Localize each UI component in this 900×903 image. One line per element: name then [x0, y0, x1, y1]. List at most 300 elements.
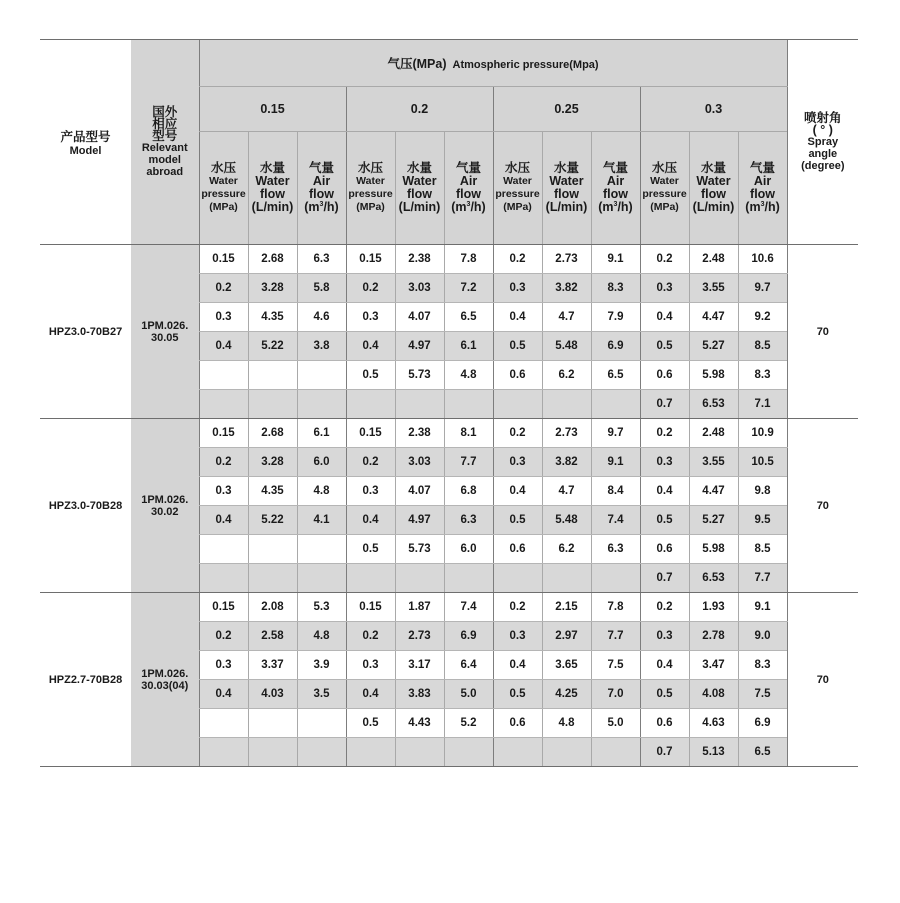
value-cell: 6.3 — [444, 506, 493, 535]
value-cell: 5.0 — [591, 709, 640, 738]
value-cell: 2.73 — [542, 245, 591, 274]
water-pressure-header-en: (MPa) — [650, 201, 679, 213]
value-cell: 7.5 — [738, 680, 787, 709]
value-cell: 8.4 — [591, 477, 640, 506]
value-cell: 2.38 — [395, 245, 444, 274]
relevant-header-cn-3: 型号 — [152, 129, 178, 143]
water-flow-header-en: Water — [402, 174, 437, 188]
value-cell: 6.5 — [591, 361, 640, 390]
value-cell — [444, 738, 493, 767]
value-cell: 3.37 — [248, 651, 297, 680]
value-cell: 4.47 — [689, 477, 738, 506]
value-cell: 7.1 — [738, 390, 787, 419]
air-flow-header-en: Air — [312, 174, 331, 188]
water-flow-header-en: Water — [549, 174, 584, 188]
value-cell: 3.65 — [542, 651, 591, 680]
value-cell: 2.73 — [395, 622, 444, 651]
value-cell: 0.3 — [346, 303, 395, 332]
value-cell: 6.9 — [738, 709, 787, 738]
value-cell: 2.48 — [689, 245, 738, 274]
relevant-model-line: 1PM.026. — [141, 319, 189, 332]
water-flow-header-cn: 水量 — [406, 161, 432, 175]
water-flow-header-en: flow — [260, 187, 285, 201]
water-pressure-header-cn: 水压 — [210, 161, 236, 175]
pressure-group-header: 0.25 — [493, 87, 640, 132]
value-cell: 0.4 — [199, 506, 248, 535]
value-cell: 5.3 — [297, 593, 346, 622]
value-cell: 6.1 — [444, 332, 493, 361]
value-cell — [493, 390, 542, 419]
water-flow-header-en: Water — [696, 174, 731, 188]
value-cell: 4.8 — [297, 622, 346, 651]
value-cell: 8.1 — [444, 419, 493, 448]
value-cell: 7.5 — [591, 651, 640, 680]
value-cell: 7.4 — [591, 506, 640, 535]
water-flow-header-en: Water — [255, 174, 290, 188]
value-cell — [395, 564, 444, 593]
value-cell: 0.5 — [493, 506, 542, 535]
water-flow-header-en: flow — [407, 187, 432, 201]
value-cell: 3.8 — [297, 332, 346, 361]
model-cell: HPZ2.7-70B28 — [40, 593, 131, 767]
value-cell — [395, 390, 444, 419]
value-cell: 8.5 — [738, 535, 787, 564]
water-pressure-header — [199, 132, 248, 245]
water-pressure-header-en: (MPa) — [209, 201, 238, 213]
air-flow-header-en: Air — [459, 174, 478, 188]
value-cell: 0.2 — [493, 419, 542, 448]
value-cell — [199, 709, 248, 738]
water-flow-header-en: (L/min) — [251, 200, 294, 214]
value-cell: 0.3 — [199, 651, 248, 680]
value-cell: 7.7 — [738, 564, 787, 593]
value-cell: 5.22 — [248, 506, 297, 535]
value-cell: 0.5 — [493, 680, 542, 709]
value-cell — [248, 738, 297, 767]
value-cell: 9.1 — [591, 245, 640, 274]
air-flow-header-en: flow — [456, 187, 481, 201]
value-cell: 4.6 — [297, 303, 346, 332]
air-flow-unit-pre: (m — [451, 200, 467, 214]
spray-header-en-1: Spray — [807, 136, 839, 148]
value-cell: 7.9 — [591, 303, 640, 332]
value-cell: 0.2 — [640, 593, 689, 622]
value-cell: 0.4 — [493, 303, 542, 332]
value-cell: 0.5 — [346, 535, 395, 564]
value-cell: 5.13 — [689, 738, 738, 767]
value-cell — [248, 390, 297, 419]
value-cell — [199, 361, 248, 390]
value-cell: 3.82 — [542, 274, 591, 303]
air-flow-unit-post: /h) — [323, 200, 339, 214]
value-cell: 9.7 — [738, 274, 787, 303]
water-pressure-header-cn: 水压 — [651, 161, 677, 175]
value-cell: 0.15 — [346, 245, 395, 274]
model-header-cn: 产品型号 — [60, 130, 111, 144]
value-cell: 0.4 — [493, 477, 542, 506]
value-cell — [493, 564, 542, 593]
spray-header-cn-2: ( ° ) — [812, 123, 833, 137]
value-cell — [248, 709, 297, 738]
value-cell — [346, 738, 395, 767]
water-pressure-header — [640, 132, 689, 245]
value-cell: 6.53 — [689, 390, 738, 419]
value-cell: 3.82 — [542, 448, 591, 477]
value-cell: 0.3 — [346, 477, 395, 506]
value-cell: 0.2 — [640, 245, 689, 274]
relevant-header-en-2: model — [148, 154, 181, 166]
value-cell: 0.4 — [346, 680, 395, 709]
value-cell: 3.03 — [395, 448, 444, 477]
air-flow-header — [738, 132, 787, 245]
air-flow-unit-post: /h) — [764, 200, 780, 214]
value-cell: 6.4 — [444, 651, 493, 680]
atm-header-en: Atmospheric pressure(Mpa) — [452, 58, 599, 71]
value-cell: 4.07 — [395, 303, 444, 332]
value-cell: 7.7 — [444, 448, 493, 477]
value-cell — [591, 564, 640, 593]
model-header-en: Model — [69, 145, 102, 157]
value-cell: 4.1 — [297, 506, 346, 535]
value-cell — [248, 535, 297, 564]
value-cell: 0.6 — [493, 535, 542, 564]
water-flow-header-en: (L/min) — [398, 200, 441, 214]
air-flow-header-unit — [739, 201, 787, 214]
relevant-header-en-3: abroad — [146, 166, 184, 178]
table-body — [40, 245, 858, 767]
value-cell: 0.2 — [199, 622, 248, 651]
value-cell: 7.4 — [444, 593, 493, 622]
value-cell — [297, 361, 346, 390]
value-cell: 2.78 — [689, 622, 738, 651]
value-cell: 9.1 — [738, 593, 787, 622]
value-cell: 0.3 — [199, 477, 248, 506]
value-cell: 0.7 — [640, 738, 689, 767]
value-cell: 0.3 — [493, 622, 542, 651]
water-pressure-header-en: pressure — [642, 188, 687, 200]
value-cell: 0.6 — [640, 535, 689, 564]
value-cell: 0.3 — [493, 274, 542, 303]
water-flow-header-en: flow — [554, 187, 579, 201]
value-cell: 0.5 — [640, 506, 689, 535]
value-cell: 0.3 — [640, 448, 689, 477]
relevant-model-cell — [131, 419, 199, 593]
value-cell: 0.3 — [493, 448, 542, 477]
value-cell: 3.55 — [689, 274, 738, 303]
value-cell: 2.15 — [542, 593, 591, 622]
value-cell: 0.6 — [493, 709, 542, 738]
atm-header-cn: 气压(MPa) — [387, 56, 447, 71]
water-flow-header-en: (L/min) — [692, 200, 735, 214]
value-cell: 0.5 — [640, 680, 689, 709]
value-cell: 0.2 — [640, 419, 689, 448]
value-cell: 0.4 — [493, 651, 542, 680]
spray-angle-header — [787, 40, 858, 245]
value-cell: 4.8 — [542, 709, 591, 738]
relevant-header-cn-2: 相应 — [152, 117, 178, 131]
water-pressure-header-en: pressure — [348, 188, 393, 200]
value-cell: 10.9 — [738, 419, 787, 448]
spec-table — [40, 39, 858, 767]
value-cell: 9.5 — [738, 506, 787, 535]
relevant-model-line: 30.03(04) — [141, 679, 189, 692]
table-header — [40, 40, 858, 245]
relevant-model-line: 1PM.026. — [141, 667, 189, 680]
value-cell: 5.98 — [689, 535, 738, 564]
value-cell: 5.73 — [395, 535, 444, 564]
value-cell — [591, 390, 640, 419]
air-flow-header — [444, 132, 493, 245]
value-cell — [346, 564, 395, 593]
value-cell: 0.2 — [493, 593, 542, 622]
air-flow-header-unit — [592, 201, 640, 214]
value-cell: 4.08 — [689, 680, 738, 709]
water-flow-header-cn: 水量 — [700, 161, 726, 175]
air-flow-unit-sup: 3 — [613, 201, 618, 208]
air-flow-unit-post: /h) — [470, 200, 486, 214]
value-cell: 3.47 — [689, 651, 738, 680]
value-cell: 0.4 — [640, 303, 689, 332]
value-cell: 0.4 — [199, 332, 248, 361]
value-cell: 0.3 — [346, 651, 395, 680]
spray-header-cn-1: 喷射角 — [804, 111, 842, 125]
value-cell — [542, 390, 591, 419]
value-cell — [297, 535, 346, 564]
value-cell: 7.0 — [591, 680, 640, 709]
air-flow-header-en: flow — [309, 187, 334, 201]
value-cell: 7.8 — [591, 593, 640, 622]
value-cell: 3.28 — [248, 448, 297, 477]
value-cell — [297, 390, 346, 419]
value-cell: 0.2 — [199, 448, 248, 477]
value-cell: 0.15 — [199, 419, 248, 448]
air-flow-unit-pre: (m — [598, 200, 614, 214]
model-header — [40, 40, 131, 245]
value-cell: 0.7 — [640, 390, 689, 419]
value-cell — [444, 390, 493, 419]
value-cell: 0.4 — [346, 506, 395, 535]
water-flow-header — [542, 132, 591, 245]
air-flow-header-en: Air — [606, 174, 625, 188]
value-cell — [199, 535, 248, 564]
pressure-group-header: 0.15 — [199, 87, 346, 132]
value-cell: 0.3 — [640, 622, 689, 651]
value-cell: 6.8 — [444, 477, 493, 506]
value-cell: 3.5 — [297, 680, 346, 709]
value-cell: 0.2 — [346, 274, 395, 303]
value-cell — [493, 738, 542, 767]
value-cell: 0.15 — [346, 419, 395, 448]
value-cell: 4.8 — [297, 477, 346, 506]
air-flow-unit-sup: 3 — [466, 201, 471, 208]
value-cell: 9.1 — [591, 448, 640, 477]
value-cell: 5.27 — [689, 332, 738, 361]
value-cell: 4.7 — [542, 477, 591, 506]
air-flow-header-en: flow — [603, 187, 628, 201]
value-cell: 4.35 — [248, 477, 297, 506]
value-cell: 2.38 — [395, 419, 444, 448]
water-flow-header-cn: 水量 — [553, 161, 579, 175]
value-cell: 0.5 — [640, 332, 689, 361]
air-flow-header-cn: 气量 — [602, 161, 628, 175]
spray-angle-cell: 70 — [787, 245, 858, 419]
value-cell: 6.53 — [689, 564, 738, 593]
value-cell: 3.55 — [689, 448, 738, 477]
value-cell: 0.3 — [640, 274, 689, 303]
water-pressure-header — [346, 132, 395, 245]
value-cell: 0.4 — [640, 477, 689, 506]
relevant-model-line: 1PM.026. — [141, 493, 189, 506]
value-cell: 0.6 — [493, 361, 542, 390]
air-flow-header — [297, 132, 346, 245]
value-cell: 4.7 — [542, 303, 591, 332]
value-cell: 0.15 — [199, 245, 248, 274]
table-row — [40, 245, 858, 274]
value-cell: 6.3 — [591, 535, 640, 564]
value-cell: 8.5 — [738, 332, 787, 361]
relevant-model-cell — [131, 245, 199, 419]
air-flow-unit-pre: (m — [304, 200, 320, 214]
value-cell: 3.03 — [395, 274, 444, 303]
value-cell: 2.68 — [248, 419, 297, 448]
water-pressure-header-en: Water — [209, 175, 238, 187]
value-cell: 3.28 — [248, 274, 297, 303]
value-cell: 4.07 — [395, 477, 444, 506]
air-flow-unit-sup: 3 — [319, 201, 324, 208]
value-cell: 8.3 — [738, 361, 787, 390]
value-cell: 1.87 — [395, 593, 444, 622]
value-cell: 7.7 — [591, 622, 640, 651]
value-cell — [199, 738, 248, 767]
value-cell: 8.3 — [738, 651, 787, 680]
air-flow-header-cn: 气量 — [455, 161, 481, 175]
value-cell: 6.3 — [297, 245, 346, 274]
value-cell: 8.3 — [591, 274, 640, 303]
pressure-group-header: 0.3 — [640, 87, 787, 132]
value-cell: 6.2 — [542, 361, 591, 390]
value-cell: 0.4 — [346, 332, 395, 361]
value-cell: 4.8 — [444, 361, 493, 390]
value-cell — [297, 709, 346, 738]
value-cell: 1.93 — [689, 593, 738, 622]
value-cell — [297, 738, 346, 767]
value-cell: 9.8 — [738, 477, 787, 506]
value-cell: 0.2 — [199, 274, 248, 303]
value-cell: 6.0 — [444, 535, 493, 564]
value-cell: 0.2 — [493, 245, 542, 274]
value-cell: 5.48 — [542, 332, 591, 361]
water-pressure-header-en: pressure — [495, 188, 540, 200]
air-flow-header-en: flow — [750, 187, 776, 201]
value-cell: 3.83 — [395, 680, 444, 709]
value-cell: 9.2 — [738, 303, 787, 332]
water-flow-header — [395, 132, 444, 245]
air-flow-header-en: Air — [753, 174, 772, 188]
water-flow-header — [689, 132, 738, 245]
value-cell: 6.5 — [444, 303, 493, 332]
pressure-group-header: 0.2 — [346, 87, 493, 132]
value-cell: 7.2 — [444, 274, 493, 303]
value-cell: 0.5 — [346, 361, 395, 390]
value-cell — [199, 564, 248, 593]
value-cell: 4.35 — [248, 303, 297, 332]
value-cell: 6.9 — [444, 622, 493, 651]
air-flow-unit-pre: (m — [745, 200, 761, 214]
value-cell: 5.0 — [444, 680, 493, 709]
water-pressure-header — [493, 132, 542, 245]
value-cell: 0.5 — [493, 332, 542, 361]
relevant-model-cell — [131, 593, 199, 767]
atmospheric-pressure-header — [199, 40, 787, 87]
water-flow-header-en: flow — [701, 187, 726, 201]
value-cell: 0.15 — [199, 593, 248, 622]
value-cell: 9.0 — [738, 622, 787, 651]
value-cell: 0.4 — [199, 680, 248, 709]
value-cell: 6.2 — [542, 535, 591, 564]
value-cell: 5.8 — [297, 274, 346, 303]
model-cell: HPZ3.0-70B27 — [40, 245, 131, 419]
value-cell: 4.97 — [395, 332, 444, 361]
air-flow-unit-sup: 3 — [760, 201, 765, 208]
value-cell: 0.6 — [640, 709, 689, 738]
relevant-model-line: 30.05 — [150, 331, 179, 344]
value-cell: 5.73 — [395, 361, 444, 390]
relevant-header-cn-1: 国外 — [152, 105, 178, 119]
value-cell: 0.4 — [640, 651, 689, 680]
value-cell: 5.22 — [248, 332, 297, 361]
value-cell: 10.5 — [738, 448, 787, 477]
value-cell — [591, 738, 640, 767]
relevant-header-en-1: Relevant — [141, 142, 188, 154]
value-cell: 5.98 — [689, 361, 738, 390]
value-cell: 2.58 — [248, 622, 297, 651]
spray-angle-cell: 70 — [787, 419, 858, 593]
spray-angle-cell: 70 — [787, 593, 858, 767]
water-pressure-header-en: Water — [356, 175, 385, 187]
value-cell: 4.97 — [395, 506, 444, 535]
value-cell: 2.08 — [248, 593, 297, 622]
model-cell: HPZ3.0-70B28 — [40, 419, 131, 593]
air-flow-unit-post: /h) — [617, 200, 633, 214]
value-cell: 2.68 — [248, 245, 297, 274]
value-cell: 3.9 — [297, 651, 346, 680]
value-cell — [199, 390, 248, 419]
value-cell: 5.27 — [689, 506, 738, 535]
value-cell: 6.0 — [297, 448, 346, 477]
value-cell: 0.6 — [640, 361, 689, 390]
value-cell: 2.73 — [542, 419, 591, 448]
value-cell: 5.48 — [542, 506, 591, 535]
value-cell: 4.25 — [542, 680, 591, 709]
relevant-model-line: 30.02 — [150, 505, 179, 518]
air-flow-header — [591, 132, 640, 245]
water-pressure-header-en: Water — [503, 175, 532, 187]
air-flow-header-unit — [298, 201, 346, 214]
value-cell — [346, 390, 395, 419]
value-cell: 2.48 — [689, 419, 738, 448]
water-pressure-header-cn: 水压 — [357, 161, 383, 175]
spray-header-en-3: (degree) — [801, 160, 845, 172]
value-cell: 0.5 — [346, 709, 395, 738]
value-cell — [395, 738, 444, 767]
value-cell — [542, 564, 591, 593]
value-cell: 4.03 — [248, 680, 297, 709]
water-pressure-header-en: Water — [650, 175, 679, 187]
value-cell: 0.2 — [346, 448, 395, 477]
value-cell: 3.17 — [395, 651, 444, 680]
water-flow-header-en: (L/min) — [545, 200, 588, 214]
water-pressure-header-cn: 水压 — [504, 161, 530, 175]
